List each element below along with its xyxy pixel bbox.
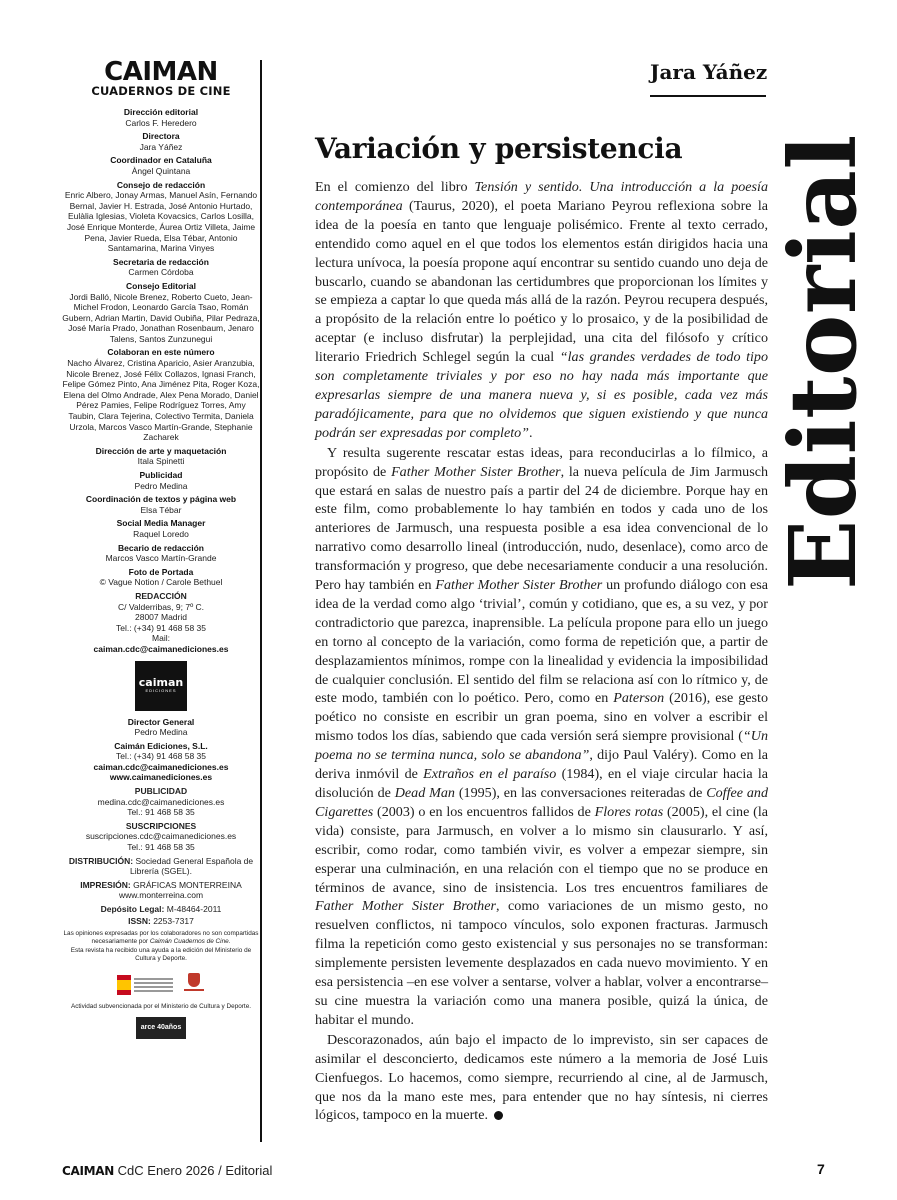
redaccion-mail[interactable]: caiman.cdc@caimanediciones.es — [93, 643, 229, 654]
text-run: En el comienzo del libro — [315, 179, 475, 195]
redaccion-address1: C/ Valderribas, 9; 7º C. — [117, 601, 205, 612]
distribucion-value: Sociedad General Española de Librería (SGEL). — [130, 855, 254, 877]
article-body — [315, 178, 768, 1125]
text-run: (2016), ese gesto poético no consiste en escribir un gran poema, sino en volver a escribir el mismo todos los días, sabiendo que cada versión será siempre provisional ( — [315, 690, 768, 745]
director-general-block — [62, 717, 260, 738]
deposito-block — [62, 904, 260, 915]
mini-logo-sub: EDICIONES — [145, 688, 177, 693]
director-general-name: Pedro Medina — [134, 727, 188, 738]
company-email[interactable]: caiman.cdc@caimanediciones.es — [93, 761, 229, 772]
text-run: Descorazonados, aún bajo el impacto de lo imprevisto, sin ser capaces de asimilar el desconcierto, dedicamos este número a la memoria de José Luis Cienfuegos. Lo hacemos, como siempre, recurriendo al cine, al de Jarmusch, que nos da la mano este mes, para entender que no hay síntesis, ni cierres lógicos, tampoco en la muerte. — [315, 1031, 768, 1124]
italic-run: Father Mother Sister Brother — [391, 463, 561, 480]
credit-names: Marcos Vasco Martín-Grande — [105, 553, 217, 564]
italic-run: Paterson — [613, 690, 665, 707]
credit-names: Jara Yáñez — [139, 141, 183, 152]
text-run: (1995), en las conversaciones reiteradas de — [454, 785, 707, 801]
article-paragraph-3 — [315, 1031, 768, 1126]
redaccion-block — [62, 591, 260, 655]
issn-value: 2253-7317 — [153, 915, 194, 926]
credit-role: Dirección editorial — [123, 107, 199, 117]
credit-role: Coordinador en Cataluña — [110, 155, 212, 166]
italic-run: “las grandes verdades de todo tipo son completamente triviales y por eso no hay nada más importante que expresarlas siempre de una manera nueva y, si es posible, cada vez más paradójicamente, para que no olvidemos que siguen existiendo y que nunca podrán ser expresadas por completo” — [315, 349, 768, 441]
publicidad-phone: Tel.: 91 468 58 35 — [127, 807, 195, 818]
footer-separator: / — [218, 1163, 222, 1178]
section-title-vertical: Editorial — [769, 134, 877, 590]
disclaimer-italic: Caimán Cuadernos de Cine. — [149, 938, 231, 946]
suscripciones-block — [62, 821, 260, 853]
italic-run: Dead Man — [394, 785, 455, 801]
suscripciones-title: SUSCRIPCIONES — [125, 820, 197, 831]
publicidad-title: PUBLICIDAD — [134, 786, 188, 797]
text-run: , como variaciones de un mismo gesto, no resuelven conflictos, ni tampoco vínculos, solo exponen fracturas. Jarmusch filma la repetición como gesto existencial y sus personajes no se transforman: simplemente persisten levemente desplazados en cada nuevo movimiento. Y en esa persistencia –en ese volver a sentarse, volver a hablar, volver a encontrarse– su cine muestra la variación como una manera posible, quizá la única, de habitar el mundo. — [315, 898, 769, 1028]
italic-run: Extraños en el paraíso — [423, 766, 557, 783]
credit-role: Colaboran en este número — [107, 347, 215, 358]
credit-group — [62, 131, 260, 152]
company-name: Caimán Ediciones, S.L. — [114, 740, 208, 751]
credit-names: © Vague Notion / Carole Bethuel — [99, 577, 223, 588]
page-footer — [62, 1163, 272, 1178]
director-general-title: Director General — [127, 716, 195, 727]
credits-column — [62, 57, 262, 1142]
credit-group — [62, 543, 260, 564]
distribucion-label: DISTRIBUCIÓN: — [68, 855, 134, 866]
impresion-web[interactable]: www.monterreina.com — [118, 890, 204, 901]
issn-label: ISSN: — [128, 915, 151, 926]
text-run: (2003) o en los encuentros fallidos de — [373, 803, 595, 820]
article-headline: Variación y persistencia — [315, 132, 683, 165]
end-mark-icon — [494, 1111, 503, 1120]
credit-names: Àngel Quintana — [131, 165, 191, 176]
page-number: 7 — [817, 1161, 825, 1177]
caiman-ediciones-logo — [135, 661, 187, 711]
suscripciones-phone: Tel.: 91 468 58 35 — [127, 842, 195, 853]
redaccion-title: REDACCIÓN — [135, 590, 187, 601]
italic-run: Flores rotas — [594, 803, 664, 820]
credit-names: Carlos F. Heredero — [125, 117, 197, 128]
text-run: (2005), el cine (la vida) consiste, para Jarmusch, en volver a lo mismo sin clausurarlo. Y así, escribir, como rodar, como también vivir, es volver a empezar siempre, sin esperar una culminación, en una relación con el tiempo que no se produce en términos de avance, sino de insistencia. Los tres encuentros familiares de — [315, 803, 769, 896]
credit-role: Consejo de redacción — [116, 179, 206, 190]
lectura-logo — [183, 973, 205, 997]
credit-names: Enric Albero, Jonay Armas, Manuel Asín, Fernando Bernal, Javier H. Estrada, José Antonio Hurtado, Eulàlia Iglesias, Violeta Kovacsics, Carlos Losilla, José Enrique Monterde, Áurea Ortiz Villeta, Jaime Pena, Javier Rueda, Elsa Tébar, Antonio Santamarina, Marina Vinyes — [64, 190, 258, 254]
text-run: , la nueva película de Jim Jarmusch que estará en salas de nuestro país a partir del 24 de diciembre. Porque hay en este film, como probablemente lo hay también en todos y cada uno de los anteriores de Jarmusch, una respuesta posible a esa idea convencional de lo narrativo como desarrollo lineal (introducción, nudo, desenlace), como arco de transformación y progreso, que debe necesariamente conducir a una resolución. Pero hay también en — [315, 463, 768, 594]
publicidad-email[interactable]: medina.cdc@caimanediciones.es — [97, 796, 225, 807]
credit-group — [62, 567, 260, 588]
credit-group — [62, 257, 260, 278]
redaccion-address2: 28007 Madrid — [135, 612, 187, 623]
credit-group — [62, 155, 260, 176]
publicidad-block — [62, 786, 260, 818]
credit-names: Nacho Álvarez, Cristina Aparicio, Asier Aranzubia, Nicole Brenez, José Félix Collazos, Ignasi Franch, Felipe Gómez Pinto, Ana Jiménez Pita, Roger Koza, Elena del Olmo Andrade, Alex Pena Morado, Daniel Pérez Pamies, Felipe Rodríguez Torres, Amy Taubin, Clara Tejerina, Colectivo Termita, Daniela Urzola, Marcos Vasco Martín-Grande, Stephanie Zacharek — [62, 358, 260, 443]
sponsor-logos — [62, 973, 260, 997]
credit-group — [62, 518, 260, 539]
article-paragraph-2 — [315, 444, 768, 1030]
disclaimer-line3: Actividad subvencionada por el Ministerio de Cultura y Deporte. — [70, 1003, 252, 1011]
disclaimer — [62, 930, 260, 963]
company-web[interactable]: www.caimanediciones.es — [109, 772, 213, 783]
credit-role: Directora — [142, 131, 180, 142]
credit-names: Carmen Córdoba — [128, 267, 194, 278]
footer-brand: CAIMAN — [62, 1164, 115, 1178]
arce-logo: arce 40años — [136, 1017, 186, 1039]
footer-issue: CdC Enero 2026 — [117, 1163, 215, 1178]
credit-role: Becario de redacción — [118, 542, 204, 553]
credit-group — [62, 494, 260, 515]
impresion-value: GRÁFICAS MONTERREINA — [133, 879, 242, 890]
mini-logo-main: caiman — [138, 676, 184, 689]
text-run: (Taurus, 2020), el poeta Mariano Peyrou reflexiona sobre la idea de la poesía en tanto que lenguaje polisémico. Frente al texto cerrado, entendido como aquel en el que todos los elementos están dirigidos hacia una lectura unívoca, la poesía propone aquí encontrar su sentido cuando uno deja de buscarlo, cuando se abandonan las certidumbres que proporcionan los límites y se empieza a captar lo que queda más allá de la razón. Peyrou recupera después, a propósito de la relación entre lo poético y lo prosaico, y de la posibilidad de aceptar (e incluso disfrutar) la perplejidad, una cita del filósofo y crítico literario Friedrich Schlegel según la cual — [315, 197, 768, 366]
credit-role: Secretaria de redacción — [113, 256, 209, 267]
credit-names: Pedro Medina — [134, 480, 188, 491]
credit-role: Coordinación de textos y página web — [85, 494, 237, 505]
text-run: . — [529, 424, 533, 441]
disclaimer-line2: Esta revista ha recibido una ayuda a la edición del Ministerio de Cultura y Deporte. — [70, 947, 252, 963]
italic-run: Tensión y sentido. Una introducción a la poesía contemporánea — [315, 179, 768, 214]
credit-group — [62, 107, 260, 128]
issn-block — [62, 916, 260, 927]
text-run: Y resulta sugerente rescatar estas ideas, para reconducirlas a lo fílmico, a propósito de — [315, 444, 768, 480]
credit-group — [62, 180, 260, 254]
italic-run: Father Mother Sister Brother — [315, 898, 496, 915]
magazine-logo — [62, 57, 260, 98]
author-rule — [650, 95, 766, 97]
logo-main: CAIMAN — [104, 57, 218, 87]
company-block — [62, 741, 260, 783]
redaccion-phone: Tel.: (+34) 91 468 58 35 — [115, 622, 207, 633]
credit-group — [62, 470, 260, 491]
impresion-block — [62, 880, 260, 901]
italic-run: Father Mother Sister Brother — [435, 577, 603, 594]
company-phone: Tel.: (+34) 91 468 58 35 — [115, 751, 207, 762]
ministerio-logo — [117, 974, 173, 996]
credit-group — [62, 347, 260, 442]
deposito-value: M-48464-2011 — [166, 904, 222, 914]
credit-role: Publicidad — [139, 470, 183, 480]
logo-sub: CUADERNOS DE CINE — [91, 84, 231, 98]
credit-role: Consejo Editorial — [126, 280, 196, 291]
credit-list — [62, 107, 260, 588]
footer-section: Editorial — [225, 1163, 273, 1178]
text-run: , dijo Paul Valéry). Como en la deriva inmóvil de — [315, 747, 768, 783]
text-run: un profundo diálogo con esa idea de la verdad como algo ‘trivial’, común y cotidiano, que es, a su vez, y por contradictorio que parezca, inaprensible. La película propone para ello un juego en torno al concepto de la variación, como forma de repetición que, a partir de desplazamientos mínimos, rompe con la linealidad y evidencia la imposibilidad de cualquier conclusión. El sentido del film se relaciona así con lo rítmico y, de este modo, también con lo poético. Pero, como en — [315, 577, 769, 707]
italic-run: Coffee and Cigarettes — [315, 785, 768, 820]
credit-role: Social Media Manager — [116, 518, 206, 529]
credit-group — [62, 446, 260, 467]
credit-group — [62, 281, 260, 345]
distribucion-block — [62, 856, 260, 877]
italic-run: “Un poema no se termina nunca, solo se abandona” — [315, 728, 768, 764]
disclaimer-line1: Las opiniones expresadas por los colaboradores no son compartidas necesariamente por — [63, 930, 259, 946]
article-paragraph-1 — [315, 178, 768, 443]
text-run: (1984), en el viaje circular hacia la disolución de — [315, 766, 769, 801]
credit-role: Foto de Portada — [128, 566, 194, 577]
impresion-label: IMPRESIÓN: — [80, 879, 131, 890]
deposito-label: Depósito Legal: — [100, 904, 165, 914]
credit-names: Elsa Tébar — [140, 504, 182, 515]
credit-names: Itala Spinetti — [137, 456, 185, 467]
redaccion-mail-label: Mail: — [152, 633, 170, 644]
credit-names: Jordi Balló, Nicole Brenez, Roberto Cueto, Jean-Michel Frodon, Leonardo García Tsao, Román Gubern, Adrian Martin, David Oubiña, Pilar Pedraza, José María Prado, Jonathan Rosenbaum, Jenaro Talens, Santos Zunzunegui — [62, 291, 260, 344]
suscripciones-email[interactable]: suscripciones.cdc@caimanediciones.es — [85, 831, 237, 842]
author-name: Jara Yáñez — [650, 60, 768, 84]
credit-role: Dirección de arte y maquetación — [95, 445, 227, 456]
credit-names: Raquel Loredo — [133, 528, 189, 539]
